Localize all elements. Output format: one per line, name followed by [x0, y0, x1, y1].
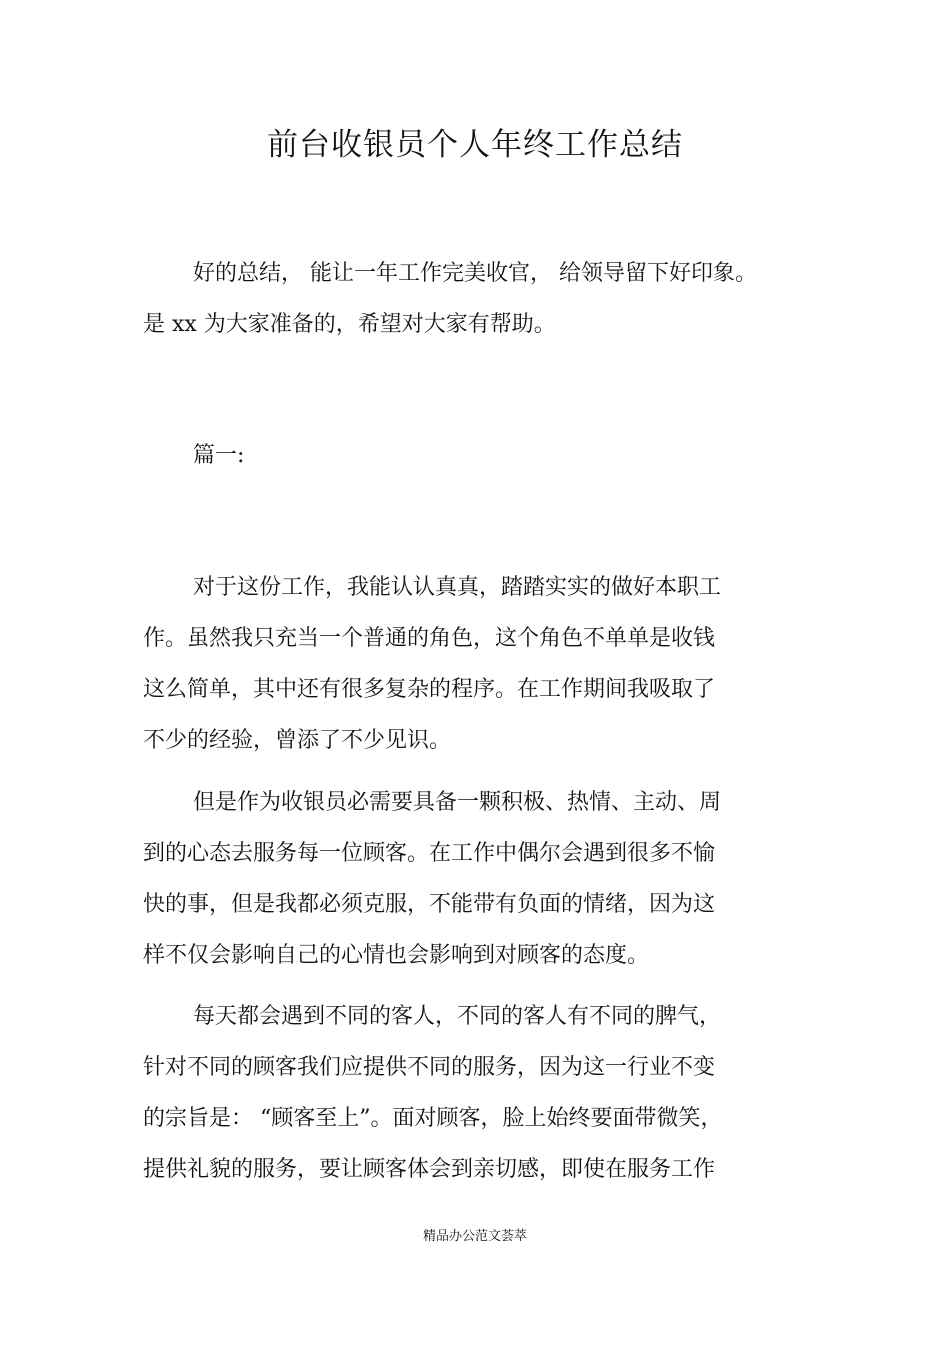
paragraph-line: 这么简单，其中还有很多复杂的程序。在工作期间我吸取了 — [143, 677, 716, 702]
paragraph-line: 样不仅会影响自己的心情也会影响到对顾客的态度。 — [143, 943, 650, 968]
body-paragraph-3 — [143, 991, 723, 1195]
paragraph-line: 每天都会遇到不同的客人，不同的客人有不同的脾气， — [193, 1004, 722, 1029]
intro-line-1: 好的总结， 能让一年工作完美收官， 给领导留下好印象。 — [193, 261, 757, 286]
paragraph-line: 不少的经验，曾添了不少见识。 — [143, 728, 452, 753]
paragraph-line: 到的心态去服务每一位顾客。在工作中偶尔会遇到很多不愉 — [143, 841, 716, 866]
section-heading — [143, 430, 244, 481]
paragraph-line: 作。虽然我只充当一个普通的角色，这个角色不单单是收钱 — [143, 626, 716, 651]
intro-paragraph — [143, 248, 757, 350]
paragraph-line: 快的事，但是我都必须克服，不能带有负面的情绪，因为这 — [143, 892, 716, 917]
document-title: 前台收银员个人年终工作总结 — [267, 127, 683, 163]
paragraph-line: 的宗旨是： “顾客至上”。面对顾客，脸上始终要面带微笑， — [143, 1106, 723, 1131]
paragraph-line: 但是作为收银员必需要具备一颗积极、热情、主动、周 — [193, 790, 722, 815]
page-footer: 精品办公范文荟萃 — [422, 1229, 527, 1244]
intro-line-2: 是 xx 为大家准备的，希望对大家有帮助。 — [143, 312, 556, 337]
body-paragraph-2 — [143, 777, 721, 981]
paragraph-line: 提供礼貌的服务，要让顾客体会到亲切感，即使在服务工作 — [143, 1157, 716, 1182]
paragraph-line: 对于这份工作，我能认认真真，踏踏实实的做好本职工 — [193, 575, 722, 600]
section-label: 篇一: — [193, 443, 245, 468]
paragraph-line: 针对不同的顾客我们应提供不同的服务，因为这一行业不变 — [143, 1055, 716, 1080]
body-paragraph-1 — [143, 562, 721, 766]
